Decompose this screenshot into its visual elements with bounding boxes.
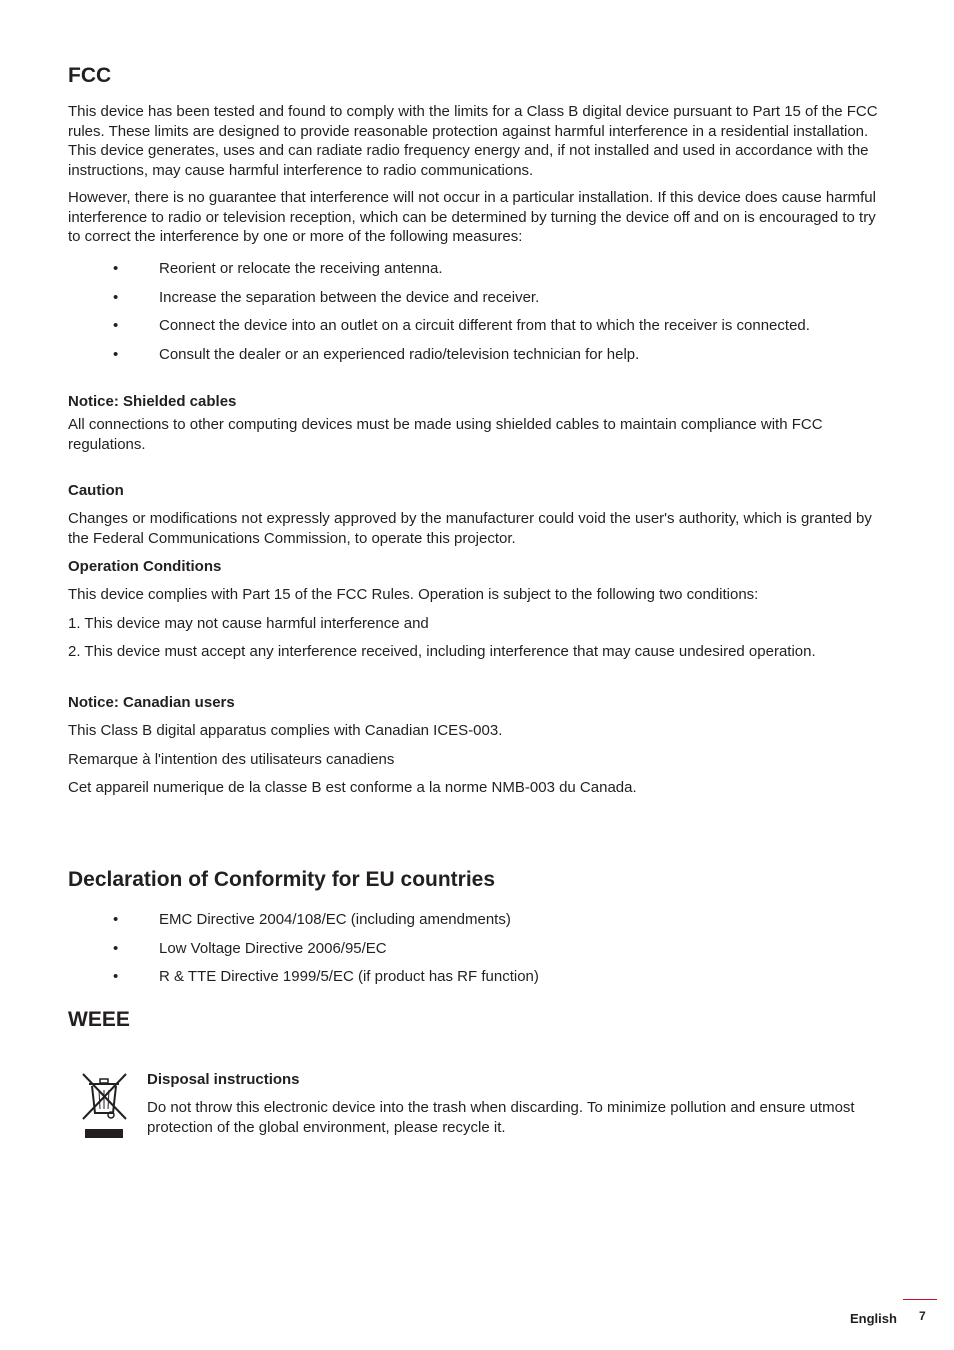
list-item: • Connect the device into an outlet on a circuit different from that to which the receiver is connected. <box>113 317 810 334</box>
shielded-cables-text: All connections to other computing devices must be made using shielded cables to maintain compliance with FCC regulations. <box>68 416 823 453</box>
operation-conditions-text: This device complies with Part 15 of the FCC Rules. Operation is subject to the following two conditions: <box>68 586 759 603</box>
fcc-measures-list <box>68 259 888 364</box>
disposal-instructions-title: Disposal instructions <box>147 1071 300 1088</box>
bullet-icon: • <box>113 345 119 363</box>
bullet-icon: • <box>113 317 119 334</box>
list-item: • R & TTE Directive 1999/5/EC (if product has RF function) <box>113 968 539 985</box>
bullet-icon: • <box>113 288 119 306</box>
crossed-out-wheelie-bin-icon <box>80 1071 130 1139</box>
page-number: 7 <box>919 1309 926 1323</box>
disposal-instructions-text: Do not throw this electronic device into the trash when discarding. To minimize pollution and ensure utmost protection of the global environment, please recycle it. <box>147 1099 855 1136</box>
footer-accent-line <box>903 1299 937 1300</box>
bullet-icon: • <box>113 968 119 985</box>
list-item: • EMC Directive 2004/108/EC (including amendments) <box>113 911 511 928</box>
bullet-icon: • <box>113 939 119 957</box>
list-item: • Consult the dealer or an experienced radio/television technician for help. <box>113 345 640 363</box>
operation-condition-2: 2. This device must accept any interference received, including interference that may cause undesired operation. <box>68 643 816 660</box>
operation-conditions-title: Operation Conditions <box>68 558 222 575</box>
list-item: • Increase the separation between the device and receiver. <box>113 288 540 306</box>
canadian-users-line-2: Remarque à l'intention des utilisateurs canadiens <box>68 751 395 768</box>
operation-condition-1: 1. This device may not cause harmful interference and <box>68 615 429 632</box>
fcc-paragraph-2: However, there is no guarantee that interference will not occur in a particular installation. If this device does cause harmful interference to radio or television reception, which can be determined by turning the device off and on is encouraged to try to correct the interference by one or more of the following measures: <box>68 189 876 245</box>
eu-directives-list <box>68 910 888 987</box>
bullet-icon: • <box>113 911 119 928</box>
bullet-icon: • <box>113 260 119 277</box>
canadian-users-title: Notice: Canadian users <box>68 694 235 711</box>
weee-heading: WEEE <box>68 1008 130 1031</box>
fcc-heading: FCC <box>68 64 112 87</box>
caution-text: Changes or modifications not expressly approved by the manufacturer could void the user's authority, which is granted by the Federal Communications Commission, to operate this projector. <box>68 510 872 547</box>
eu-declaration-heading: Declaration of Conformity for EU countries <box>68 868 496 891</box>
shielded-cables-title: Notice: Shielded cables <box>68 393 237 410</box>
fcc-paragraph-1: This device has been tested and found to comply with the limits for a Class B digital device pursuant to Part 15 of the FCC rules. These limits are designed to provide reasonable protection against harmful interference in a residential installation. This device generates, uses and can radiate radio frequency energy and, if not installed and used in accordance with the instructions, may cause harmful interference to radio communications. <box>68 103 878 179</box>
canadian-users-line-1: This Class B digital apparatus complies with Canadian ICES-003. <box>68 722 503 739</box>
caution-title: Caution <box>68 482 124 499</box>
footer-language: English <box>850 1311 897 1326</box>
list-item: • Low Voltage Directive 2006/95/EC <box>113 939 387 957</box>
list-item: • Reorient or relocate the receiving antenna. <box>113 260 443 277</box>
canadian-users-line-3: Cet appareil numerique de la classe B est conforme a la norme NMB-003 du Canada. <box>68 779 637 796</box>
